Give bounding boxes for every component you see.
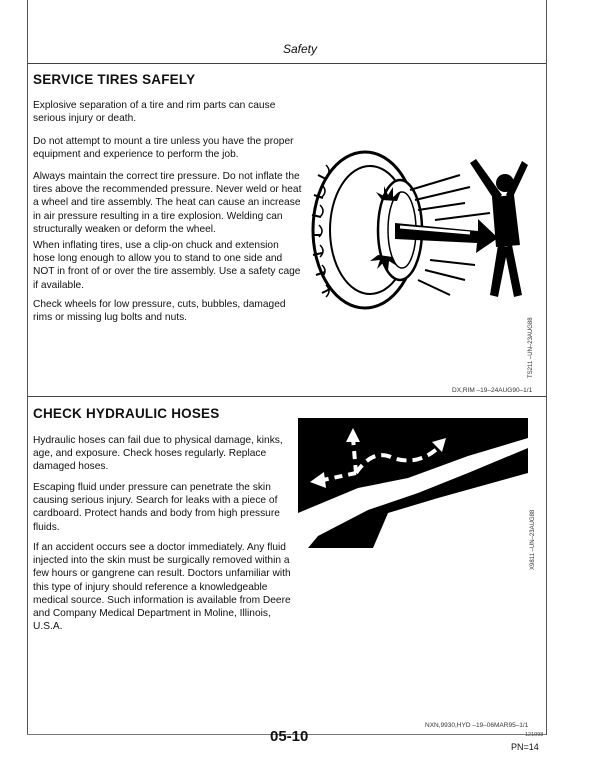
section1-paragraph-5: Check wheels for low pressure, cuts, bubbles, damaged rims or missing lug bolts and nuts. bbox=[33, 299, 286, 324]
page-header-title: Safety bbox=[282, 42, 318, 56]
footer-pn: PN=14 bbox=[511, 742, 539, 752]
section1-figure-code: TS211 –UN–23AUG88 bbox=[528, 317, 534, 378]
section1-reference-code: DX,RIM –19–24AUG90–1/1 bbox=[452, 387, 533, 394]
section2-paragraph-1: Hydraulic hoses can fail due to physical damage, kinks, age, and exposure. Check hoses regularly. Replace damaged hoses. bbox=[33, 435, 283, 473]
section1-paragraph-2: Do not attempt to mount a tire unless you have the proper equipment and experience to perform the job. bbox=[33, 136, 294, 161]
page-number: 05-10 bbox=[270, 728, 309, 745]
tire-explosion-illustration bbox=[300, 135, 530, 340]
section2-title: CHECK HYDRAULIC HOSES bbox=[33, 406, 220, 421]
section1-paragraph-3: Always maintain the correct tire pressure. Do not inflate the tires above the recommended pressure. Never weld or heat a wheel and tire assembly. The heat can cause an increase in air pressure resulting in a tire explosion. Welding can structurally weaken or deform the wheel. bbox=[33, 171, 302, 235]
section2-reference-code: NXN,9930,HYD –19–06MAR95–1/1 bbox=[425, 722, 529, 729]
section2-paragraph-2: Escaping fluid under pressure can penetrate the skin causing serious injury. Search for leaks with a piece of cardboard. Protect hands and body from high pressure fluids. bbox=[33, 482, 280, 533]
section2-top-rule bbox=[27, 396, 546, 397]
footer-code: 121998 bbox=[525, 732, 544, 738]
section1-top-rule bbox=[27, 63, 546, 64]
section2-paragraph-3: If an accident occurs see a doctor immediately. Any fluid injected into the skin must be surgically removed within a few hours or gangrene can result. Doctors unfamiliar with this type of injury should reference a knowledgeable medical source. Such information is available from Deere and Company Medical Department in Moline, Illinois, U.S.A. bbox=[33, 542, 291, 633]
section2-figure-code: X9811 –UN–23AUG88 bbox=[530, 509, 536, 570]
hydraulic-hose-illustration bbox=[298, 418, 528, 548]
section1-paragraph-1: Explosive separation of a tire and rim parts can cause serious injury or death. bbox=[33, 100, 276, 125]
section1-title: SERVICE TIRES SAFELY bbox=[33, 72, 196, 87]
section1-paragraph-4: When inflating tires, use a clip-on chuck and extension hose long enough to allow you to stand to one side and NOT in front of or over the tire assembly. Use a safety cage if available. bbox=[33, 240, 301, 291]
